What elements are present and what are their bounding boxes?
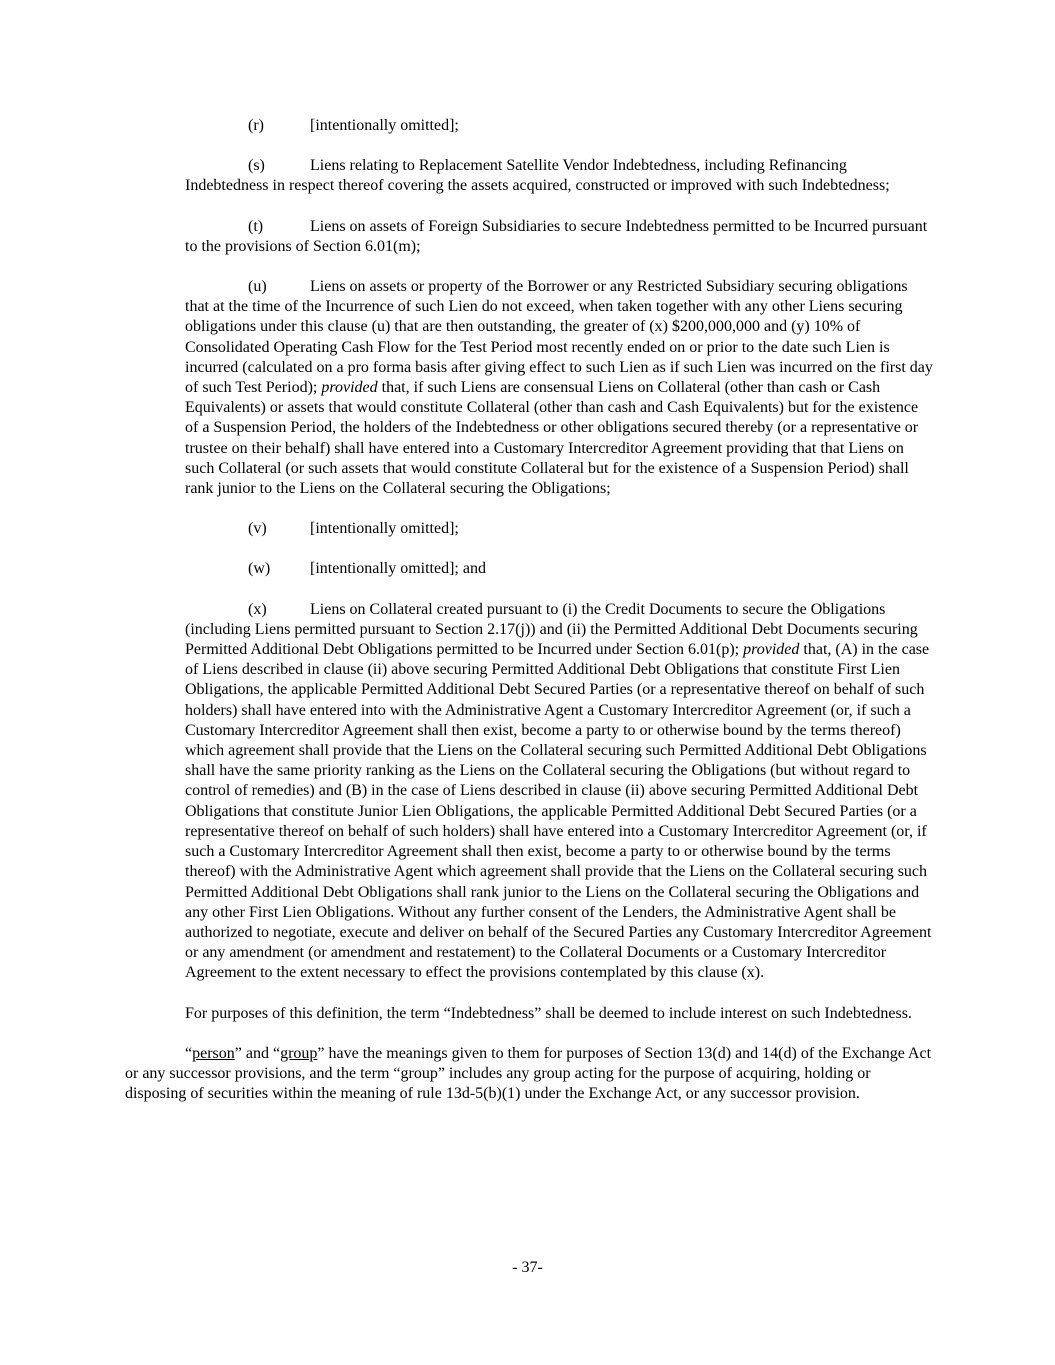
text-segment: provided — [743, 641, 800, 659]
text-segment: that, (A) in the case of Liens described in clause (ii) above securing Permitted Additional Debt Obligations that constitute First Lien Obligations, the applicable Permitted Additional Debt Secured Parties (or a representative thereof on behalf of such holders) shall have entered into with the Administrative Agent a Customary Intercreditor Agreement (or, if such a Customary Intercreditor Agreement shall then exist, become a party to or otherwise bound by the terms thereof) which agreement shall provide that the Liens on the Collateral securing such Permitted Additional Debt Obligations shall have the same priority ranking as the Liens on the Collateral securing the Obligations (but without regard to control of remedies) and (B) in the case of Liens described in clause (ii) above securing Permitted Additional Debt Obligations that constitute Junior Lien Obligations, the applicable Permitted Additional Debt Secured Parties (or a representative thereof on behalf of such holders) shall have entered into a Customary Intercreditor Agreement (or, if such a Customary Intercreditor Agreement shall then exist, become a party to or otherwise bound by the terms thereof) with the Administrative Agent which agreement shall provide that the Liens on the Collateral securing such Permitted Additional Debt Obligations shall rank junior to the Liens on the Collateral securing the Obligations and any other First Lien Obligations. Without any further consent of the Lenders, the Administrative Agent shall be authorized to negotiate, execute and deliver on behalf of the Secured Parties any Customary Intercreditor Agreement or any amendment (or amendment and restatement) to the Collateral Documents or a Customary Intercreditor Agreement to the extent necessary to effect the provisions contemplated by this clause (x). — [185, 641, 932, 982]
text-segment: Liens relating to Replacement Satellite Vendor Indebtedness, including Refinancing Indebtedness in respect thereof covering the assets acquired, constructed or improved with such Indebtedness; — [185, 157, 890, 195]
clause-label: (s) — [248, 157, 265, 175]
text-segment: [intentionally omitted]; — [310, 520, 459, 538]
clause-label: (v) — [248, 520, 267, 538]
text-segment: Liens on assets of Foreign Subsidiaries to secure Indebtedness permitted to be Incurred pursuant to the provisions of Section 6.01(m); — [185, 217, 928, 255]
document-body — [125, 116, 933, 1124]
clause-paragraph-t — [185, 217, 933, 257]
body-paragraph-8 — [125, 1044, 933, 1105]
clause-paragraph-w — [185, 559, 933, 579]
clause-paragraph-x — [185, 600, 933, 984]
clause-label: (w) — [248, 560, 271, 578]
body-paragraph-7 — [125, 1004, 933, 1024]
text-segment: group — [280, 1044, 318, 1062]
text-segment: [intentionally omitted]; and — [310, 560, 486, 578]
text-segment: Liens on assets or property of the Borrower or any Restricted Subsidiary securing obligations that at the time of the Incurrence of such Lien do not exceed, when taken together with any other Liens securing obligations under this clause (u) that are then outstanding, the greater of (x) $200,000,000 and (y) 10% of Consolidated Operating Cash Flow for the Test Period most recently ended on or prior to the date such Lien is incurred (calculated on a pro forma basis after giving effect to such Lien as if such Lien was incurred on the first day of such Test Period); — [185, 278, 933, 397]
text-segment: ” have the meanings given to them for purposes of Section 13(d) and 14(d) of the Exchange Act or any successor provisions, and the term “group” includes any group acting for the purpose of acquiring, holding or disposing of securities within the meaning of rule 13d-5(b)(1) under the Exchange Act, or any successor provision. — [125, 1044, 932, 1103]
page-number: - 37- — [512, 1259, 543, 1276]
text-segment: [intentionally omitted]; — [310, 117, 459, 134]
clause-label: (x) — [248, 600, 267, 618]
clause-label: (t) — [248, 217, 264, 235]
clause-paragraph-u — [185, 277, 933, 499]
clause-paragraph-r — [185, 116, 933, 136]
text-segment: provided — [321, 379, 378, 397]
text-segment: Liens on Collateral created pursuant to (i) the Credit Documents to secure the Obligations (including Liens permitted pursuant to Section 2.17(j)) and (ii) the Permitted Additional Debt Documents securing Permitted Additional Debt Obligations permitted to be Incurred under Section 6.01(p); — [185, 600, 918, 659]
clause-paragraph-v — [185, 519, 933, 539]
clause-paragraph-s — [185, 156, 933, 196]
text-segment: ” and “ — [234, 1044, 281, 1062]
text-segment: For purposes of this definition, the term “Indebtedness” shall be deemed to include interest on such Indebtedness. — [185, 1004, 912, 1022]
text-segment: person — [192, 1044, 235, 1062]
text-segment: “ — [185, 1044, 193, 1062]
clause-label: (r) — [248, 117, 264, 134]
clause-label: (u) — [248, 278, 267, 296]
text-segment: that, if such Liens are consensual Liens on Collateral (other than cash or Cash Equivalents) or assets that would constitute Collateral (other than cash and Cash Equivalents) but for the existence of a Suspension Period, the holders of the Indebtedness or other obligations secured thereby (or a representative or trustee on their behalf) shall have entered into a Customary Intercreditor Agreement providing that that Liens on such Collateral (or such assets that would constitute Collateral but for the existence of a Suspension Period) shall rank junior to the Liens on the Collateral securing the Obligations; — [185, 379, 919, 498]
